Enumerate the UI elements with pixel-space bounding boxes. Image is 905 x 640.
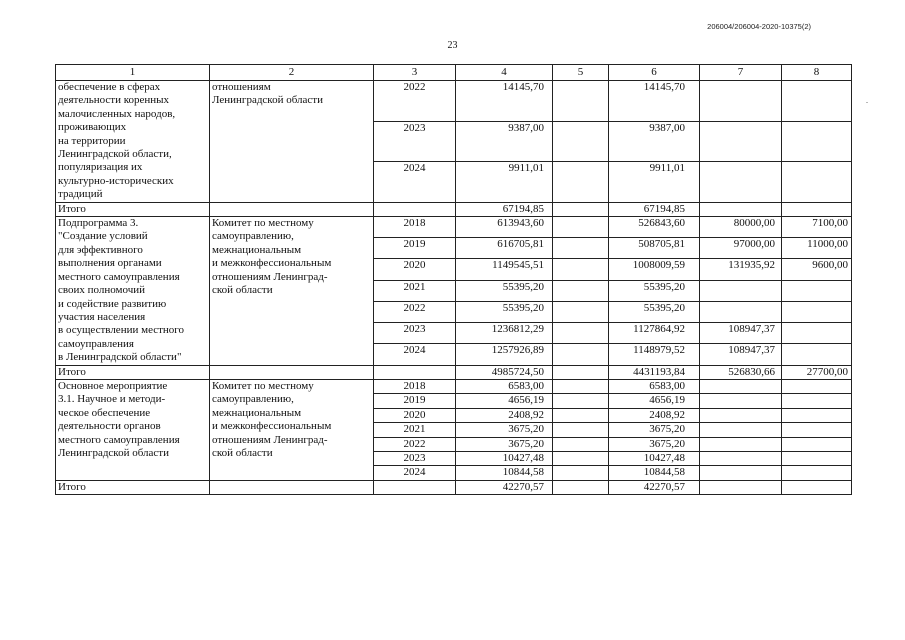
local-amount-cell: 526830,66 (700, 365, 782, 379)
local-amount-cell (700, 480, 782, 494)
executor-cell: отношениям Ленинградской области (210, 81, 374, 203)
other-amount-cell (782, 423, 852, 437)
total-label: Итого (56, 480, 210, 494)
total-amount-cell: 3675,20 (456, 423, 553, 437)
other-amount-cell: 9600,00 (782, 259, 852, 280)
federal-amount-cell (553, 451, 609, 465)
column-header: 1 (56, 65, 210, 81)
program-name-cell: Подпрограмма 3. "Создание условий для эффективного выполнения органами местного самоуправления своих полномочий и содействие развитию участия населения в осуществлении местного самоуправления в Ленинградской области" (56, 217, 210, 365)
year-cell: 2023 (374, 121, 456, 162)
federal-amount-cell (553, 466, 609, 480)
local-amount-cell (700, 408, 782, 422)
total-label: Итого (56, 365, 210, 379)
federal-amount-cell (553, 280, 609, 301)
other-amount-cell: 27700,00 (782, 365, 852, 379)
total-amount-cell: 14145,70 (456, 81, 553, 122)
total-amount-cell: 55395,20 (456, 301, 553, 322)
executor-cell: Комитет по местному самоуправлению, межнациональным и межконфессиональным отношениям Ленинград- ской области (210, 217, 374, 365)
total-amount-cell: 9387,00 (456, 121, 553, 162)
federal-amount-cell (553, 301, 609, 322)
total-row (56, 202, 852, 216)
empty-cell (210, 202, 374, 216)
year-cell: 2024 (374, 162, 456, 203)
total-amount-cell: 3675,20 (456, 437, 553, 451)
federal-amount-cell (553, 81, 609, 122)
total-label: Итого (56, 202, 210, 216)
federal-amount-cell (553, 365, 609, 379)
total-amount-cell: 1257926,89 (456, 344, 553, 365)
total-amount-cell: 9911,01 (456, 162, 553, 203)
other-amount-cell (782, 323, 852, 344)
empty-cell (374, 480, 456, 494)
federal-amount-cell (553, 238, 609, 259)
local-amount-cell: 108947,37 (700, 323, 782, 344)
regional-amount-cell: 42270,57 (609, 480, 700, 494)
year-cell: 2022 (374, 437, 456, 451)
scan-artifact: . (866, 96, 868, 105)
executor-cell: Комитет по местному самоуправлению, межнациональным и межконфессиональным отношениям Ленинград- ской области (210, 379, 374, 480)
budget-table (55, 64, 852, 495)
total-amount-cell: 1236812,29 (456, 323, 553, 344)
total-amount-cell: 55395,20 (456, 280, 553, 301)
total-amount-cell: 4985724,50 (456, 365, 553, 379)
local-amount-cell (700, 301, 782, 322)
column-header: 2 (210, 65, 374, 81)
local-amount-cell (700, 466, 782, 480)
local-amount-cell (700, 162, 782, 203)
other-amount-cell (782, 394, 852, 408)
total-amount-cell: 4656,19 (456, 394, 553, 408)
other-amount-cell (782, 379, 852, 393)
table-row (56, 217, 852, 238)
program-name-cell: Основное мероприятие 3.1. Научное и методи- ческое обеспечение деятельности органов местного самоуправления Ленинградской области (56, 379, 210, 480)
program-name-cell: обеспечение в сферах деятельности коренных малочисленных народов, проживающих на территории Ленинградской области, популяризация их культурно-исторических традиций (56, 81, 210, 203)
regional-amount-cell: 9911,01 (609, 162, 700, 203)
other-amount-cell (782, 280, 852, 301)
year-cell: 2020 (374, 408, 456, 422)
regional-amount-cell: 55395,20 (609, 280, 700, 301)
year-cell: 2023 (374, 323, 456, 344)
other-amount-cell (782, 466, 852, 480)
local-amount-cell: 131935,92 (700, 259, 782, 280)
year-cell: 2023 (374, 451, 456, 465)
year-cell: 2024 (374, 344, 456, 365)
table-row (56, 81, 852, 122)
column-header: 7 (700, 65, 782, 81)
total-row (56, 365, 852, 379)
other-amount-cell (782, 437, 852, 451)
column-header: 4 (456, 65, 553, 81)
other-amount-cell (782, 301, 852, 322)
table-row (56, 379, 852, 393)
federal-amount-cell (553, 408, 609, 422)
local-amount-cell: 97000,00 (700, 238, 782, 259)
total-amount-cell: 616705,81 (456, 238, 553, 259)
local-amount-cell (700, 121, 782, 162)
empty-cell (374, 365, 456, 379)
empty-cell (374, 202, 456, 216)
federal-amount-cell (553, 323, 609, 344)
other-amount-cell (782, 451, 852, 465)
federal-amount-cell (553, 202, 609, 216)
total-amount-cell: 67194,85 (456, 202, 553, 216)
other-amount-cell (782, 344, 852, 365)
year-cell: 2024 (374, 466, 456, 480)
federal-amount-cell (553, 162, 609, 203)
federal-amount-cell (553, 423, 609, 437)
year-cell: 2018 (374, 379, 456, 393)
year-cell: 2019 (374, 394, 456, 408)
table-body (56, 65, 852, 495)
regional-amount-cell: 3675,20 (609, 437, 700, 451)
year-cell: 2019 (374, 238, 456, 259)
federal-amount-cell (553, 217, 609, 238)
total-amount-cell: 1149545,51 (456, 259, 553, 280)
local-amount-cell (700, 202, 782, 216)
local-amount-cell: 80000,00 (700, 217, 782, 238)
year-cell: 2021 (374, 423, 456, 437)
document-id: 206004/206004-2020-10375(2) (707, 22, 811, 31)
year-cell: 2022 (374, 81, 456, 122)
regional-amount-cell: 10427,48 (609, 451, 700, 465)
regional-amount-cell: 4431193,84 (609, 365, 700, 379)
regional-amount-cell: 67194,85 (609, 202, 700, 216)
regional-amount-cell: 4656,19 (609, 394, 700, 408)
total-row (56, 480, 852, 494)
federal-amount-cell (553, 379, 609, 393)
empty-cell (210, 365, 374, 379)
local-amount-cell: 108947,37 (700, 344, 782, 365)
other-amount-cell: 7100,00 (782, 217, 852, 238)
total-amount-cell: 10427,48 (456, 451, 553, 465)
other-amount-cell (782, 480, 852, 494)
other-amount-cell (782, 202, 852, 216)
federal-amount-cell (553, 121, 609, 162)
local-amount-cell (700, 451, 782, 465)
other-amount-cell (782, 121, 852, 162)
federal-amount-cell (553, 259, 609, 280)
regional-amount-cell: 10844,58 (609, 466, 700, 480)
empty-cell (210, 480, 374, 494)
regional-amount-cell: 526843,60 (609, 217, 700, 238)
federal-amount-cell (553, 480, 609, 494)
regional-amount-cell: 55395,20 (609, 301, 700, 322)
column-header: 5 (553, 65, 609, 81)
regional-amount-cell: 14145,70 (609, 81, 700, 122)
column-header: 6 (609, 65, 700, 81)
total-amount-cell: 613943,60 (456, 217, 553, 238)
regional-amount-cell: 1127864,92 (609, 323, 700, 344)
local-amount-cell (700, 394, 782, 408)
year-cell: 2021 (374, 280, 456, 301)
total-amount-cell: 6583,00 (456, 379, 553, 393)
regional-amount-cell: 508705,81 (609, 238, 700, 259)
other-amount-cell (782, 81, 852, 122)
column-header: 8 (782, 65, 852, 81)
regional-amount-cell: 1148979,52 (609, 344, 700, 365)
other-amount-cell: 11000,00 (782, 238, 852, 259)
federal-amount-cell (553, 437, 609, 451)
local-amount-cell (700, 379, 782, 393)
regional-amount-cell: 2408,92 (609, 408, 700, 422)
regional-amount-cell: 1008009,59 (609, 259, 700, 280)
regional-amount-cell: 6583,00 (609, 379, 700, 393)
year-cell: 2022 (374, 301, 456, 322)
local-amount-cell (700, 423, 782, 437)
year-cell: 2020 (374, 259, 456, 280)
total-amount-cell: 2408,92 (456, 408, 553, 422)
total-amount-cell: 10844,58 (456, 466, 553, 480)
total-amount-cell: 42270,57 (456, 480, 553, 494)
other-amount-cell (782, 162, 852, 203)
regional-amount-cell: 3675,20 (609, 423, 700, 437)
local-amount-cell (700, 437, 782, 451)
year-cell: 2018 (374, 217, 456, 238)
federal-amount-cell (553, 394, 609, 408)
regional-amount-cell: 9387,00 (609, 121, 700, 162)
column-header: 3 (374, 65, 456, 81)
other-amount-cell (782, 408, 852, 422)
federal-amount-cell (553, 344, 609, 365)
local-amount-cell (700, 280, 782, 301)
local-amount-cell (700, 81, 782, 122)
page-number: 23 (447, 40, 458, 51)
header-row (56, 65, 852, 81)
